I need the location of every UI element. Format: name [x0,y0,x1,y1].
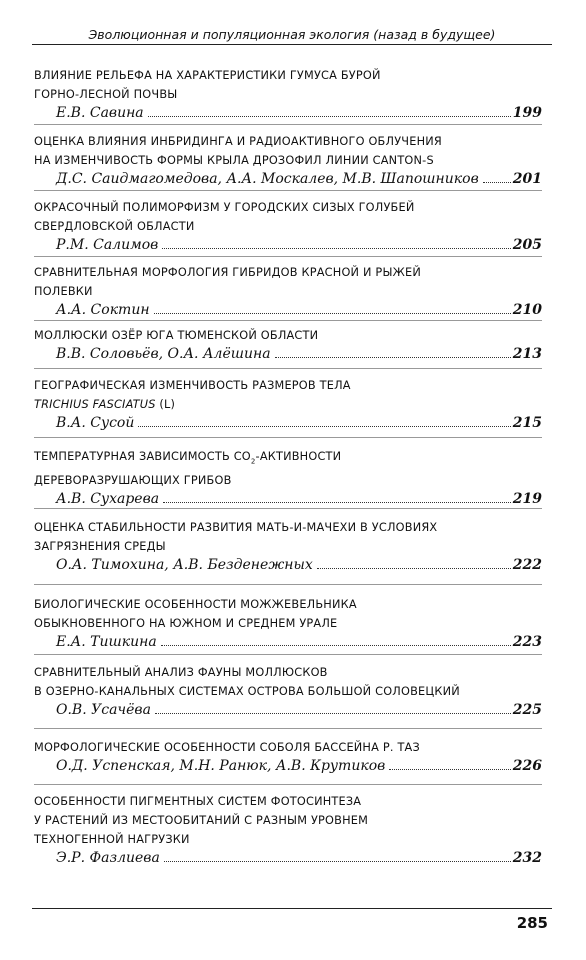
page-number: 285 [516,914,548,932]
entry-title: ОСОБЕННОСТИ ПИГМЕНТНЫХ СИСТЕМ ФОТОСИНТЕЗА У РАСТЕНИЙ ИЗ МЕСТООБИТАНИЙ С РАЗНЫМ УРОВНЕМ ТЕХНОГЕННОЙ НАГРУЗКИ [34,795,369,846]
entry-page: 199 [512,105,542,121]
entry-title: МОРФОЛОГИЧЕСКИЕ ОСОБЕННОСТИ СОБОЛЯ БАССЕЙНА Р. ТАЗ [34,741,420,754]
entry-page: 219 [512,491,542,508]
entry-authors: Д.С. Саидмагомедова, А.А. Москалев, М.В. Шапошников [56,171,479,187]
author-line [56,236,542,255]
author-line [56,701,542,720]
dot-leader [317,568,511,569]
entry-page: 201 [512,171,542,187]
entry-title: ГЕОГРАФИЧЕСКАЯ ИЗМЕНЧИВОСТЬ РАЗМЕРОВ ТЕЛА TRICHIUS FASCIATUS (L) [34,379,351,411]
entry-page: 225 [512,702,542,718]
entry-title: ТЕМПЕРАТУРНАЯ ЗАВИСИМОСТЬ $CO_2$-АКТИВНОСТИ ДЕРЕВОРАЗРУШАЮЩИХ ГРИБОВ [34,450,342,488]
entry-divider [34,437,542,438]
dot-leader [163,502,511,503]
entry-divider [34,368,542,369]
entry-authors: Е.В. Савина [56,105,144,121]
toc-entry [34,518,542,575]
entry-authors: О.В. Усачёва [56,702,151,718]
author-line [56,556,542,575]
toc-entry [34,326,542,364]
dot-leader [483,182,511,183]
entry-title: ОЦЕНКА ВЛИЯНИЯ ИНБРИДИНГА И РАДИОАКТИВНОГО ОБЛУЧЕНИЯ НА ИЗМЕНЧИВОСТЬ ФОРМЫ КРЫЛА ДРОЗОФИЛ ЛИНИИ CANTON-S [34,135,442,167]
entry-authors: О.А. Тимохина, А.В. Безденежных [56,557,313,573]
dot-leader [275,357,511,358]
entry-page: 223 [512,634,542,650]
entry-page: 210 [512,302,542,318]
toc-entry [34,792,542,868]
toc-entry [34,738,542,776]
author-line [56,757,542,776]
entry-title: СРАВНИТЕЛЬНАЯ МОРФОЛОГИЯ ГИБРИДОВ КРАСНОЙ И РЫЖЕЙ ПОЛЕВКИ [34,266,421,298]
entry-page: 222 [512,557,542,573]
entry-authors: В.В. Соловьёв, О.А. Алёшина [56,346,271,362]
entry-page: 205 [512,237,542,253]
entry-authors: В.А. Сусой [56,415,135,431]
author-line [56,104,542,123]
running-header: Эволюционная и популяционная экология (назад в будущее) [32,28,552,45]
dot-leader [148,116,511,117]
entry-title: СРАВНИТЕЛЬНЫЙ АНАЛИЗ ФАУНЫ МОЛЛЮСКОВ В ОЗЕРНО-КАНАЛЬНЫХ СИСТЕМАХ ОСТРОВА БОЛЬШОЙ СОЛОВЕЦКИЙ [34,666,460,698]
author-line [56,490,542,509]
dot-leader [138,426,510,427]
toc-entry [34,595,542,652]
toc-entry [34,263,542,320]
entry-authors: Е.А. Тишкина [56,634,157,650]
author-line [56,633,542,652]
entry-divider [34,584,542,585]
entry-page: 226 [512,758,542,774]
species-name: TRICHIUS FASCIATUS [34,398,156,411]
entry-authors: О.Д. Успенская, М.Н. Ранюк, А.В. Крутиков [56,758,386,774]
entry-title: ВЛИЯНИЕ РЕЛЬЕФА НА ХАРАКТЕРИСТИКИ ГУМУСА БУРОЙ ГОРНО-ЛЕСНОЙ ПОЧВЫ [34,69,381,101]
entry-divider [34,256,542,257]
entry-page: 213 [512,346,542,362]
toc-entry [34,447,542,509]
entry-title: ОКРАСОЧНЫЙ ПОЛИМОРФИЗМ У ГОРОДСКИХ СИЗЫХ ГОЛУБЕЙ СВЕРДЛОВСКОЙ ОБЛАСТИ [34,201,415,233]
dot-leader [161,645,511,646]
entry-title: БИОЛОГИЧЕСКИЕ ОСОБЕННОСТИ МОЖЖЕВЕЛЬНИКА ОБЫКНОВЕННОГО НА ЮЖНОМ И СРЕДНЕМ УРАЛЕ [34,598,357,630]
author-line [56,301,542,320]
entry-divider [34,508,542,509]
toc-entry [34,132,542,189]
entry-divider [34,654,542,655]
entry-authors: Р.М. Салимов [56,237,159,253]
entry-title: МОЛЛЮСКИ ОЗЁР ЮГА ТЮМЕНСКОЙ ОБЛАСТИ [34,329,319,342]
entry-authors: А.В. Сухарева [56,491,160,508]
entry-divider [34,124,542,125]
entry-divider [34,728,542,729]
dot-leader [162,248,510,249]
author-line [56,414,542,433]
entry-divider [34,320,542,321]
author-line [56,170,542,189]
entry-page: 232 [512,850,542,866]
dot-leader [389,769,510,770]
footer-rule [32,908,552,909]
toc-entry [34,66,542,123]
entry-authors: А.А. Соктин [56,302,150,318]
dot-leader [164,861,511,862]
dot-leader [155,713,511,714]
author-line [56,849,542,868]
toc-entry [34,663,542,720]
toc-entry [34,376,542,433]
toc-entry [34,198,542,255]
entry-divider [34,190,542,191]
entry-authors: Э.Р. Фазлиева [56,850,160,866]
author-line [56,345,542,364]
dot-leader [154,313,511,314]
entry-divider [34,784,542,785]
entry-page: 215 [512,415,542,431]
entry-title: ОЦЕНКА СТАБИЛЬНОСТИ РАЗВИТИЯ МАТЬ-И-МАЧЕХИ В УСЛОВИЯХ ЗАГРЯЗНЕНИЯ СРЕДЫ [34,521,438,553]
